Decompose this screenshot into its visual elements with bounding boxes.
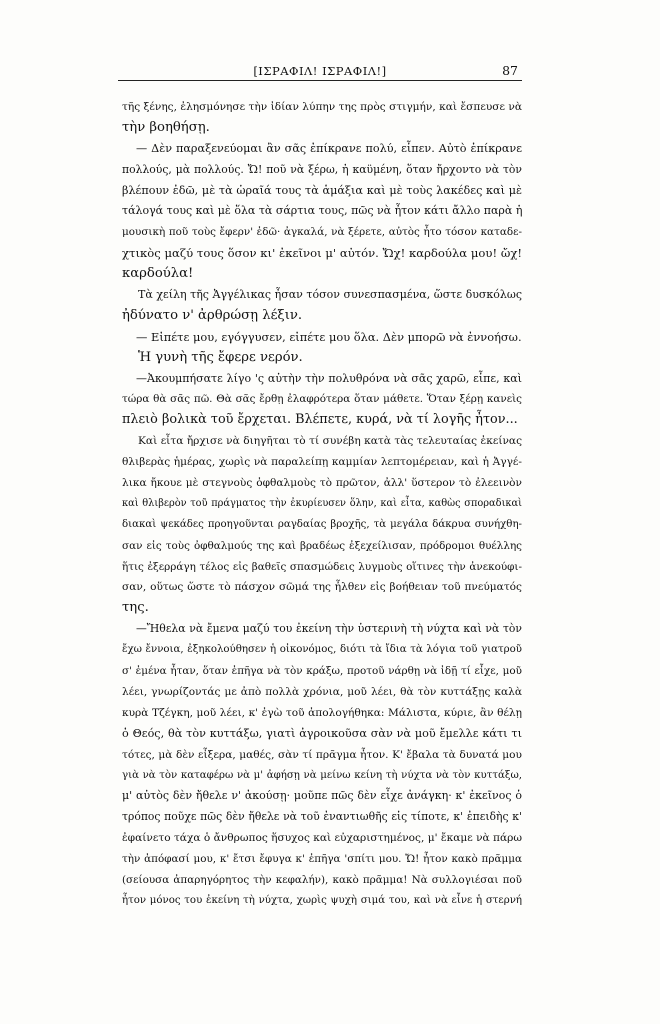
text-line: θλιβερὰς ἡμέρας, χωρὶς νὰ παραλείπῃ καμμίαν λεπτομέρειαν, καὶ ἡ Ἀγγέ-	[122, 456, 522, 469]
running-head: [ΙΣΡΑΦΙΛ! ΙΣΡΑΦΙΛ!]	[253, 64, 387, 78]
text-line: γιὰ νὰ τὸν καταφέρω νὰ μ' ἀφήσῃ νὰ μείνω κείνη τὴ νύχτα νὰ τὸν κυττάξω,	[122, 769, 522, 781]
text-line: πλειὸ βολικὰ τοῦ ἔρχεται. Βλέπετε, κυρά, νὰ τί λογῆς ἦτον...	[122, 412, 518, 428]
text-line: ἦτον μόνος του ἐκείνη τὴ νύχτα, χωρὶς ψυχὴ σιμά του, καὶ νὰ εἶνε ἡ στερνή	[122, 894, 522, 906]
body-text	[122, 97, 522, 912]
text-line: βλέπουν ἐδῶ, μὲ τὰ ὡραῖά τους τὰ ἁμάξια καὶ μὲ τοὺς λακέδες καὶ μὲ	[122, 183, 522, 197]
text-line: λέει, γνωρίζοντάς με ἀπὸ πολλὰ χρόνια, μοῦ λέει, θὰ τὸν κυττάξῃς καλὰ	[122, 685, 522, 698]
text-line: μ' αὐτὸς δὲν ἤθελε ν' ἀκούσῃ· μοῦπε πῶς δὲν εἶχε ἀνάγκη· κ' ἐκεῖνος ὁ	[122, 789, 522, 803]
text-line: σαν εἰς τοὺς ὀφθαλμούς της καὶ βραδέως ἐξεχείλισαν, πρόδρομοι θυέλλης	[122, 539, 522, 552]
text-line: της.	[122, 600, 149, 616]
text-line: — Εἰπέτε μου, εγόγγυσεν, εἰπέτε μου ὅλα. Δὲν μπορῶ νὰ ἐννοήσω.	[136, 329, 522, 344]
text-line: χτικὸς μαζύ τους ὅσον κι' ἐκεῖνοι μ' αὐτόν. Ὤχ! καρδούλα μου! ὤχ!	[122, 246, 522, 261]
text-line: —Ἀκουμπήσατε λίγο 'ς αὐτὴν τὴν πολυθρόνα νὰ σᾶς χαρῶ, εἶπε, καὶ	[136, 371, 522, 385]
text-line: — Δὲν παραξενεύομαι ἂν σᾶς ἐπίκρανε πολύ, εἶπεν. Αὐτὸ ἐπίκρανε	[136, 141, 522, 155]
text-line: σ' ἐμένα ἦταν, ὅταν ἐπῆγα νὰ τὸν κράξω, προτοῦ νάρθῃ νὰ ἰδῇ τί εἶχε, μοῦ	[122, 665, 522, 678]
text-line: λικα ἤκουε μὲ στεγνοὺς ὀφθαλμοὺς τὸ πρῶτον, ἀλλ' ὕστερον τὸ ἐλεεινὸν	[122, 477, 522, 490]
text-line: ὁ Θεός, θὰ τὸν κυττάξω, γιατὶ ἀγροικοῦσα σὰν νὰ μοῦ ἔμελλε κάτι τι	[122, 726, 522, 740]
text-line: τὴν βοηθήσῃ.	[122, 119, 210, 135]
text-line: τὴν ἀπόφασί μου, κ' ἔτσι ἔφυγα κ' ἐπῆγα 'σπίτι μου. Ὤ! ἦτον κακὸ πρᾶμμα	[122, 853, 522, 866]
page-header	[118, 58, 522, 82]
text-line: Ἡ γυνὴ τῆς ἔφερε νερόν.	[138, 349, 303, 365]
text-line: ἐφαίνετο τάχα ὁ ἄνθρωπος ἥσυχος καὶ εὐχαριστημένος, μ' ἔκαμε νὰ πάρω	[122, 832, 523, 845]
text-line: —Ἤθελα νὰ ἔμενα μαζύ του ἐκείνη τὴν ὑστερινὴ τὴ νύχτα καὶ νὰ τὸν	[136, 622, 522, 636]
text-line: τάλογά τους καὶ μὲ ὅλα τὰ σάρτια τους, πῶς νὰ ἦτον κάτι ἄλλο παρὰ ἡ	[122, 204, 523, 218]
text-line: τότες, μὰ δὲν εἶξερα, μαθές, σὰν τί πρᾶγμα ἦτον. Κ' ἔβαλα τὰ δυνατά μου	[122, 748, 522, 761]
text-line: μουσικὴ ποῦ τοὺς ἔφερν' ἐδῶ· ἀγκαλά, νὰ ξέρετε, αὐτὸς ἦτο τόσον καταδε-	[122, 226, 522, 239]
text-line: ἥτις ἐξερράγη τέλος εἰς βαθεῖς σπασμώδεις λυγμοὺς οἵτινες τὴν ἀνεκούφι-	[122, 560, 522, 573]
header-rule	[118, 80, 522, 81]
text-line: (σείουσα ἀπαρηγόρητος τὴν κεφαλήν), κακὸ πρᾶμμα! Νὰ συλλογιέσαι ποῦ	[122, 873, 522, 886]
text-line: ἠδύνατο ν' ἀρθρώσῃ λέξιν.	[122, 307, 303, 323]
text-line: κυρὰ Τζέγκη, μοῦ λέει, κ' ἐγὼ τοῦ ἀπολογήθηκα: Μάλιστα, κύριε, ἂν θέλῃ	[122, 706, 522, 719]
page-number: 87	[502, 63, 518, 78]
text-line: καὶ θλιβερὸν τοῦ πράγματος τὴν ἐκυρίευσεν ὅλην, καὶ εἶτα, καθὼς σποραδικαὶ	[122, 497, 522, 509]
text-line: Τὰ χείλη τῆς Ἀγγέλικας ἦσαν τόσον συνεσπασμένα, ὥστε δυσκόλως	[138, 288, 522, 302]
text-line: τώρα θὰ σᾶς πῶ. Θὰ σᾶς ἔρθῃ ἐλαφρότερα ὅταν μάθετε. Ὅταν ξέρῃ κανεὶς	[122, 393, 522, 406]
text-line: πολλούς, μὰ πολλούς. Ὤ! ποῦ νὰ ξέρω, ἡ καϋμένη, ὅταν ἤρχοντο νὰ τὸν	[122, 162, 522, 176]
text-line: ἔχω ἔννοια, ἐξηκολούθησεν ἡ οἰκονόμος, διότι τὰ ἴδια τὰ λόγια τοῦ γιατροῦ	[122, 644, 522, 656]
text-line: σαν, οὕτως ὥστε τὸ πάσχον σῶμά της ἦλθεν εἰς βοήθειαν τοῦ πνεύματός	[122, 581, 522, 594]
text-line: καρδούλα!	[122, 266, 194, 282]
text-line: τῆς ξένης, ἐλησμόνησε τὴν ἰδίαν λύπην της πρὸς στιγμήν, καὶ ἔσπευσε νὰ	[122, 101, 522, 113]
text-line: διακαὶ ψεκάδες προηγοῦνται ραγδαίας βροχῆς, τὰ μεγάλα δάκρυα συνήχθη-	[122, 518, 522, 530]
text-line: τρόπος ποῦχε πῶς δὲν ἤθελε νὰ τοῦ ἐναντιωθῆς εἰς τίποτε, κ' ἐπειδὴς κ'	[122, 810, 522, 824]
text-line: Καὶ εἶτα ἤρχισε νὰ διηγῆται τὸ τί συνέβη κατὰ τὰς τελευταίας ἐκείνας	[138, 435, 522, 448]
